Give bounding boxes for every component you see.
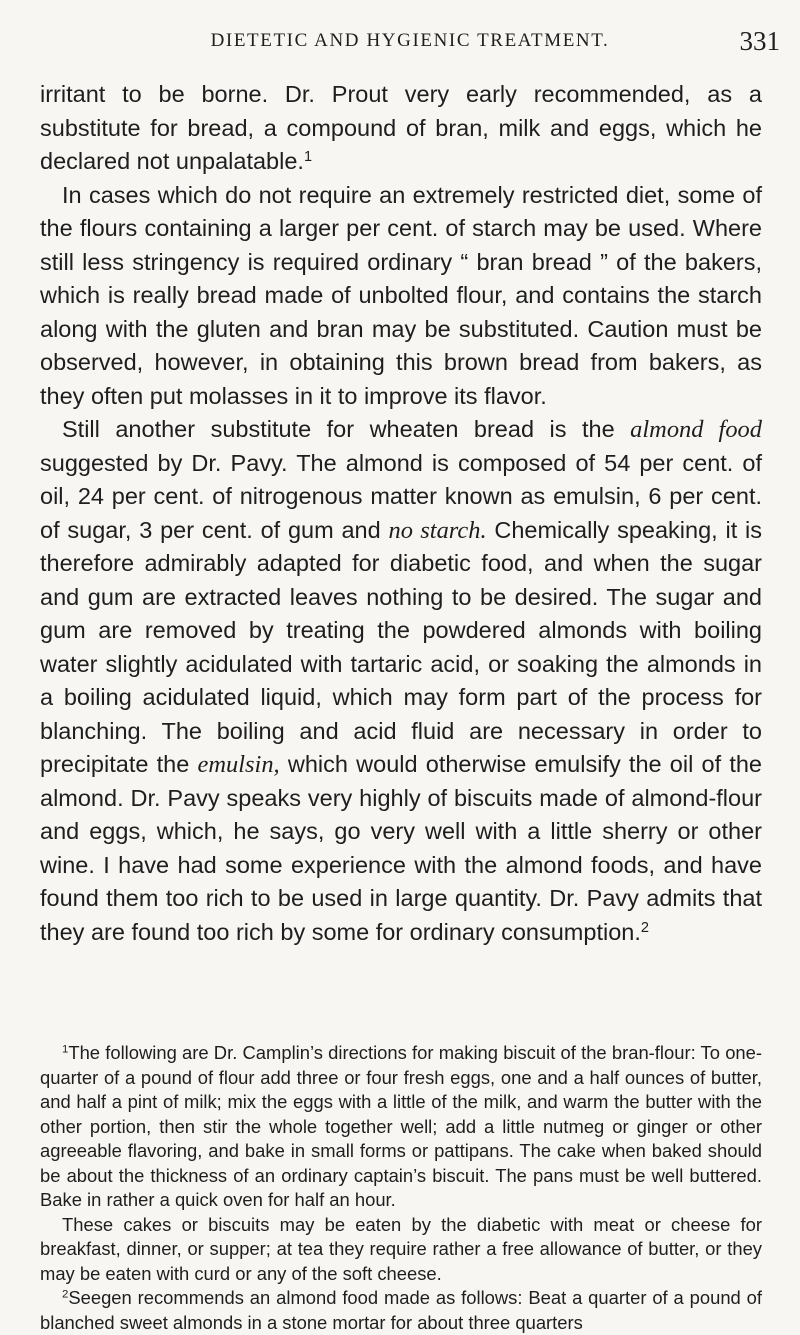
footnote-1-text: The following are Dr. Camplin’s directions for making biscuit of the bran-flour: To one-quarter of a pound of flour add three or four fresh eggs, one and a half ounces of butter, and half a pint of milk; mix the eggs with a little of the milk, and warm the butter with the other portion, then stir the whole together well; add a little nutmeg or ginger or other agreeable flavoring, and bake in small forms or pattipans. The cake when baked should be about the thickness of an ordinary captain’s biscuit. The pans must be well buttered. Bake in rather a quick oven for half an hour. <box>40 1042 762 1210</box>
page-header <box>40 26 780 66</box>
paragraph-3-text-a: Still another substitute for wheaten bread is the <box>62 416 631 442</box>
paragraph-3 <box>40 413 762 949</box>
footnotes <box>40 1041 762 1335</box>
footnote-2-text: Seegen recommends an almond food made as follows: Beat a quarter of a pound of blanched sweet almonds in a stone mortar for about three quarters <box>40 1287 762 1333</box>
footnote-1 <box>40 1041 762 1213</box>
footnote-ref-2: 2 <box>640 919 649 936</box>
footnote-1-continuation: These cakes or biscuits may be eaten by the diabetic with meat or cheese for breakfast, dinner, or supper; at tea they require rather a free allowance of butter, or they may be eaten with curd or any of the soft cheese. <box>40 1213 762 1284</box>
footnote-1-marker: 1 <box>62 1043 69 1056</box>
paragraph-3-text-b: suggested by Dr. Pavy. The almond is composed of 54 per cent. of oil, 24 per cent. of nitrogenous matter known as emulsin, 6 per cent. of sugar, 3 per cent. of gum and <box>40 449 762 543</box>
page-number: 331 <box>739 26 780 56</box>
italic-no-starch: no starch. <box>388 516 487 544</box>
footnote-ref-1: 1 <box>303 149 313 165</box>
main-text <box>40 78 762 949</box>
italic-emulsin: emulsin, <box>197 751 280 778</box>
footnote-2 <box>40 1286 762 1335</box>
paragraph-2: In cases which do not require an extremely restricted diet, some of the flours containing a larger per cent. of starch may be used. Where still less stringency is required ordinary “ bran bread ” of the bakers, which is really bread made of unbolted flour, and contains the starch along with the gluten and bran may be substituted. Caution must be observed, however, in obtaining this brown bread from bakers, as they often put molasses in it to improve its flavor. <box>40 181 762 409</box>
paragraph-3-text-d: which would otherwise emulsify the oil of the almond. Dr. Pavy speaks very highly of biscuits made of almond-flour and eggs, which, he says, go very well with a little sherry or other wine. I have had some experience with the almond foods, and have found them too rich to be used in large quantity. Dr. Pavy admits that they are found too rich by some for ordinary consumption. <box>40 751 763 945</box>
footnote-2-marker: 2 <box>62 1288 69 1301</box>
paragraph-1 <box>40 78 762 179</box>
paragraph-1-text: irritant to be borne. Dr. Prout very early recommended, as a substitute for bread, a compound of bran, milk and eggs, which he declared not unpalatable. <box>40 81 762 174</box>
running-head: DIETETIC AND HYGIENIC TREATMENT. <box>210 30 610 51</box>
italic-almond-food: almond food <box>630 416 762 443</box>
paragraph-3-text-c: Chemically speaking, it is therefore admirably adapted for diabetic food, and when the sugar and gum are extracted leaves nothing to be desired. The sugar and gum are removed by treating the powdered almonds with boiling water slightly acidulated with tartaric acid, or soaking the almonds in a boiling acidulated liquid, which may form part of the process for blanching. The boiling and acid fluid are necessary in order to precipitate the <box>40 516 762 777</box>
